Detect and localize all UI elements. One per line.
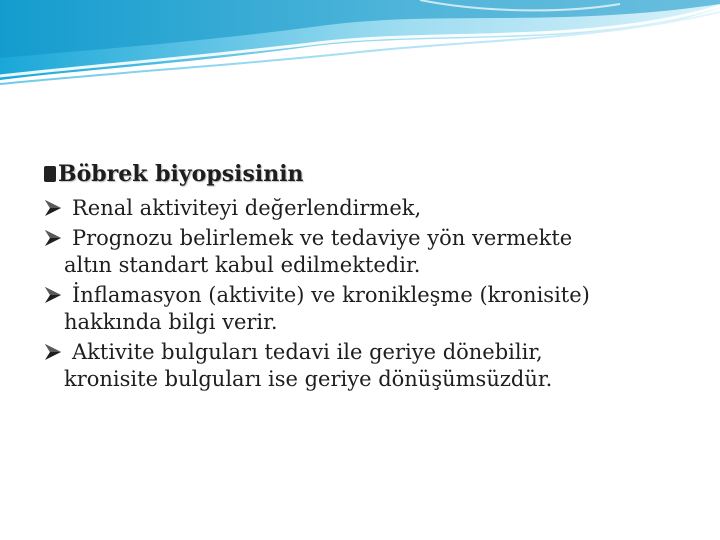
- slide-body: [44, 156, 704, 393]
- bullet-text-continuation: hakkında bilgi verir.: [64, 310, 278, 334]
- bullet-text: Renal aktiviteyi değerlendirmek,: [72, 196, 422, 220]
- bullet-item: [44, 339, 704, 393]
- bullet-text: Aktivite bulguları tedavi ile geriye dönebilir,: [72, 340, 543, 364]
- bullet-text-continuation: altın standart kabul edilmektedir.: [64, 253, 421, 277]
- slide-heading: [44, 156, 704, 192]
- bullet-item: [44, 282, 704, 336]
- bullet-text-continuation: kronisite bulguları ise geriye dönüşümsüzdür.: [64, 367, 553, 391]
- arrow-bullet-icon: [44, 343, 62, 361]
- arrow-bullet-icon: [44, 229, 62, 247]
- heading-marker-glyph: [44, 166, 56, 182]
- header-wave-decoration: [0, 0, 720, 90]
- bullet-item: [44, 195, 704, 222]
- bullet-text: İnflamasyon (aktivite) ve kronikleşme (kronisite): [72, 283, 590, 307]
- bullet-item: [44, 225, 704, 279]
- bullet-list: [44, 195, 704, 393]
- arrow-bullet-icon: [44, 286, 62, 304]
- slide-heading-text: Böbrek biyopsisinin: [58, 161, 304, 187]
- bullet-text: Prognozu belirlemek ve tedaviye yön vermekte: [72, 226, 573, 250]
- arrow-bullet-icon: [44, 199, 62, 217]
